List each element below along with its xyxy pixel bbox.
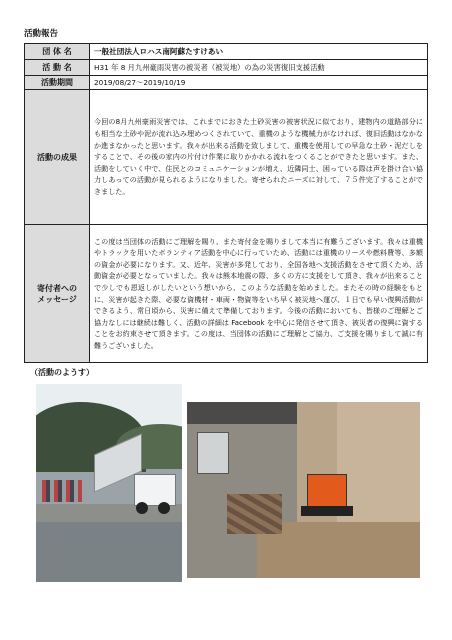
message-label-line1: 寄付者への (37, 283, 77, 293)
activity-label: 活 動 名 (25, 60, 90, 76)
row-result (25, 90, 428, 225)
period-label: 活動期間 (25, 76, 90, 90)
row-activity (25, 60, 428, 76)
row-group (25, 44, 428, 60)
row-period (25, 76, 428, 90)
photo-truck-flood (36, 384, 182, 582)
group-value: 一般社団法人ロハス南阿蘇たすけあい (90, 44, 428, 60)
message-text: この度は当団体の活動にご理解を賜り、また寄付金を賜りまして本当に有難うございます。我々は重機やトラックを用いたボランティア活動を中心に行っていため、活動には重機のリースや燃料費等、多額の資金が必要になります。又、近年、災害が多発しており、全国各地へ支援活動をさせて頂くため、活動資金が必要となっていました。我々は熊本地震の際、多くの方に支援をして頂き、我々が出来ることで少しでも恩返しがしたいという想いから、このような活動を始めました。またその時の経験をもとに、災害が起きた際、必要な資機材・車両・物資等をいち早く被災地へ運び、１日でも早い復興活動ができるよう、常日頃から、災害に備えて準備しております。今後の活動においても、皆様のご理解とご協力なしには継続は難しく、活動の詳細は Facebook を中心に発信させて頂き、被災者の復興に資することをお約束させて頂きます。この度は、当団体の活動にご理解とご協力、ご支援を賜りまして誠に有難うございました。 (90, 225, 428, 363)
group-label: 団 体 名 (25, 44, 90, 60)
period-value: 2019/08/27～2019/10/19 (90, 76, 428, 90)
result-text: 今回の8月九州豪雨災害では、これまでにおきた土砂災害の被害状況に似ており、建物内の道路部分にも相当な土砂や泥が流れ込み埋めつくされていて、重機のような機械力がなければ、復旧活動はなかなか進まなかったと思います。我々が出来る活動を致しまして、重機を使用しての早急な土砂・泥だしをすることで、その後の家内の片付け作業に取りかかれる流れをつくることができたと思います。また、活動をしていく中で、住民とのコミュニケーションが増え、近隣同士、困っている際は声を掛け合い協力しあっての活動が見られるようになりました。寄せられたニーズに対して、７５件完了することができました。 (90, 90, 428, 225)
row-message (25, 225, 428, 363)
photos-section-title: （活動のようす） (30, 368, 94, 377)
message-label-line2: メッセージ (37, 294, 77, 304)
report-title: 活動報告 (24, 29, 59, 39)
report-table (24, 43, 428, 363)
result-label: 活動の成果 (25, 90, 90, 225)
photo-excavator-debris (187, 402, 420, 578)
message-label (25, 225, 90, 363)
activity-value: H31 年 8 月九州豪雨災害の被災者（被災地）の為の災害復旧支援活動 (90, 60, 428, 76)
